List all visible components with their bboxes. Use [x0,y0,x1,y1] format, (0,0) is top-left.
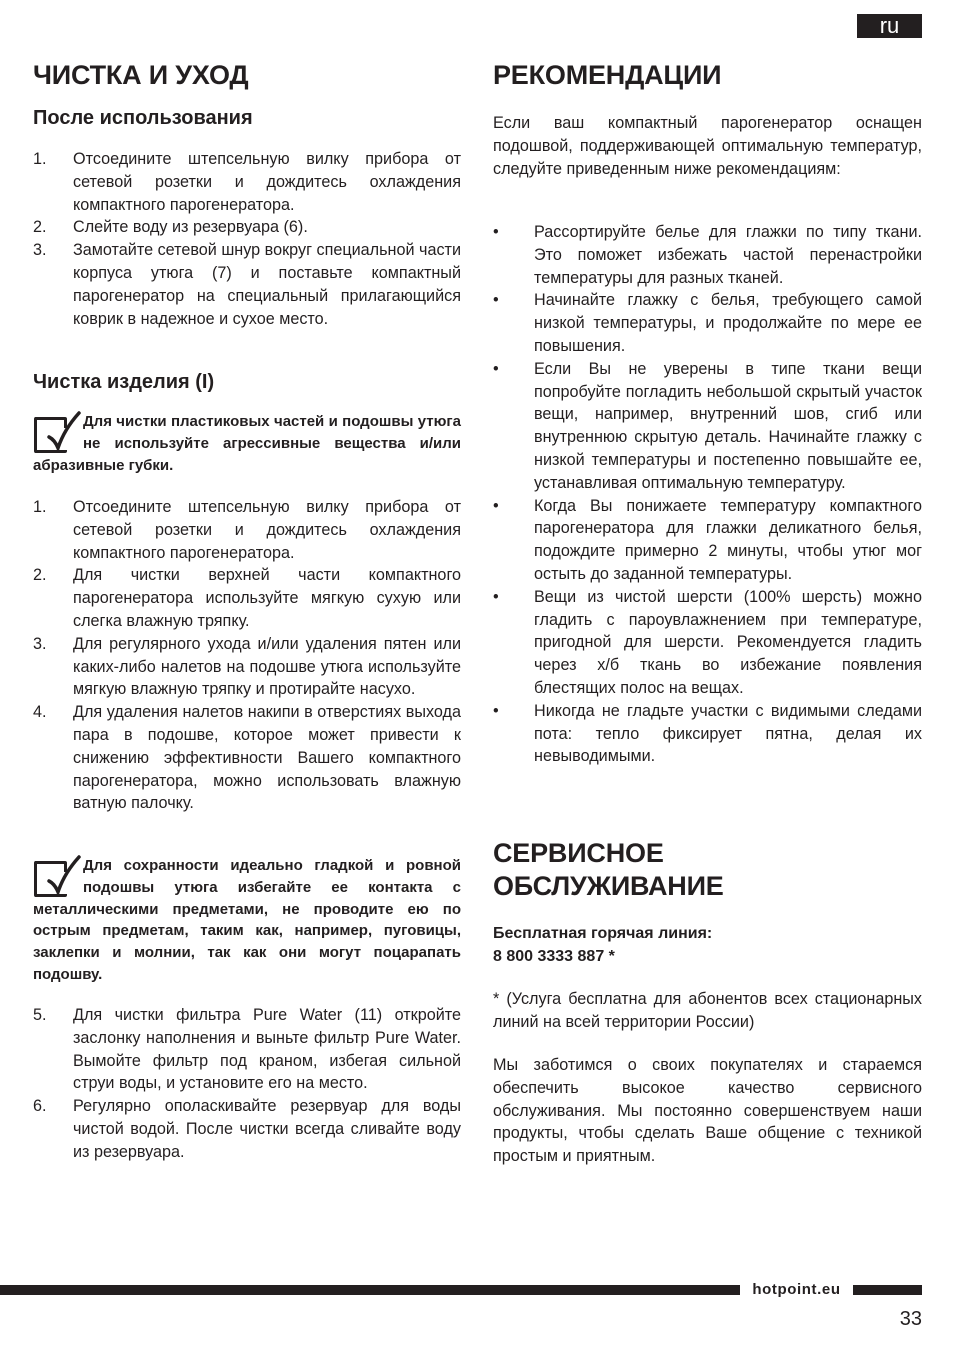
list-item: • Когда Вы понижаете температуру компактного парогенератора для глажки деликатного белья, подождите примерно 2 минуты, чтобы утюг мог остыть до заданной температуры. [493,496,922,583]
list-item: 3. Замотайте сетевой шнур вокруг специальной части корпуса утюга (7) и поставьте компактный парогенератор на специальный прилагающийся коврик в надежное и сухое место. [33,241,462,328]
section-title-service-line2: ОБСЛУЖИВАНИЕ [493,871,724,901]
section-title-recommendations: РЕКОМЕНДАЦИИ [493,60,722,90]
footer-rule-right [853,1285,922,1295]
footer-rule-left [0,1285,740,1295]
checkbox-note-icon [33,855,81,897]
list-item: 1. Отсоедините штепсельную вилку прибора от сетевой розетки и дождитесь охлаждения компактного парогенератора. [33,150,461,214]
list-item: • Начинайте глажку с белья, требующего самой низкой температуры, и продолжайте по мере ее повышения. [493,291,922,355]
hotline-footnote: * (Услуга бесплатна для абонентов всех стационарных линий на всей территории России) [493,990,922,1031]
warning-note-2: Для сохранности идеально гладкой и ровной подошвы утюга избегайте ее контакта с металлическими предметами, не проводите ею по острым предметам, таким как, например, пуговицы, заклепки и молнии, так как они могут поцарапать подошву. [33,857,461,983]
list-item: 2. Для чистки верхней части компактного парогенератора используйте мягкую сухую или слегка влажную тряпку. [33,566,461,630]
list-item: 3. Для регулярного ухода и/или удаления пятен или каких-либо налетов на подошве утюга используйте мягкую влажную тряпку и протирайте насухо. [33,634,461,699]
after-use-list [33,148,461,330]
list-item: 5. Для чистки фильтра Pure Water (11) откройте заслонку наполнения и выньте фильтр Pure Water. Вымойте фильтр под краном, избегая сильной струи воды, и установите его на место. [33,1006,461,1093]
list-item: 6. Регулярно ополаскивайте резервуар для воды чистой водой. После чистки всегда сливайте воду из резервуара. [33,1097,461,1161]
section-title-cleaning: ЧИСТКА И УХОД [33,60,249,90]
service-text: Мы заботимся о своих покупателях и стараемся обеспечить высокое качество сервисного обслуживания. Мы постоянно совершенствуем наши продукты, чтобы сделать Ваше общение с техникой простым и приятным. [493,1056,922,1166]
list-item: 4. Для удаления налетов накипи в отверстиях выхода пара в подошве, которое может привести к снижению эффективности Вашего компактного парогенератора, можно использовать влажную ватную палочку. [33,703,461,813]
section-title-service-line1: СЕРВИСНОЕ [493,838,664,868]
cleaning-list-continued [33,1004,461,1164]
subheading-cleaning: Чистка изделия (I) [33,371,215,393]
footer-url: hotpoint.eu [752,1281,841,1298]
list-item: 1. Отсоедините штепсельную вилку прибора от сетевой розетки и дождитесь охлаждения компактного парогенератора. [33,498,461,562]
list-item: • Никогда не гладьте участки с видимыми следами пота: тепло фиксирует пятна, делая их невыводимыми. [493,701,922,766]
list-item: 2. Слейте воду из резервуара (6). [33,218,308,237]
hotline-label: Бесплатная горячая линия: [493,925,713,942]
page-number: 33 [899,1308,922,1330]
list-item: • Вещи из чистой шерсти (100% шерсть) можно гладить с пароувлажнением при температуре, пригодной для шерсти. Рекомендуется гладить через х/б ткань во избежание появления блестящих полос на вещах. [493,587,922,697]
recommendations-list [493,221,922,768]
hotline-block [493,923,922,968]
recommendations-intro: Если ваш компактный парогенератор оснащен подошвой, поддерживающей оптимальную температур, следуйте приведенным ниже рекомендациям: [493,114,922,178]
hotline-number: 8 800 3333 887 * [493,947,615,965]
list-item: • Если Вы не уверены в типе ткани вещи попробуйте погладить небольшой скрытый участок вещи, например, внутренний шов, сгиб или внутреннюю скрытую деталь. Начинайте глажку с низкой температуры и постепенно повышайте ее, устанавливая оптимальную температуру. [493,359,922,492]
subheading-after-use: После использования [33,107,253,129]
language-badge: ru [857,14,922,38]
checkbox-note-icon [33,411,81,453]
cleaning-list [33,496,461,815]
warning-note-1: Для чистки пластиковых частей и подошвы утюга не используйте агрессивные вещества и/или абразивные губки. [33,413,461,474]
list-item: • Рассортируйте белье для глажки по типу ткани. Это поможет избежать частой перенастройки температуры для разных тканей. [493,223,922,287]
